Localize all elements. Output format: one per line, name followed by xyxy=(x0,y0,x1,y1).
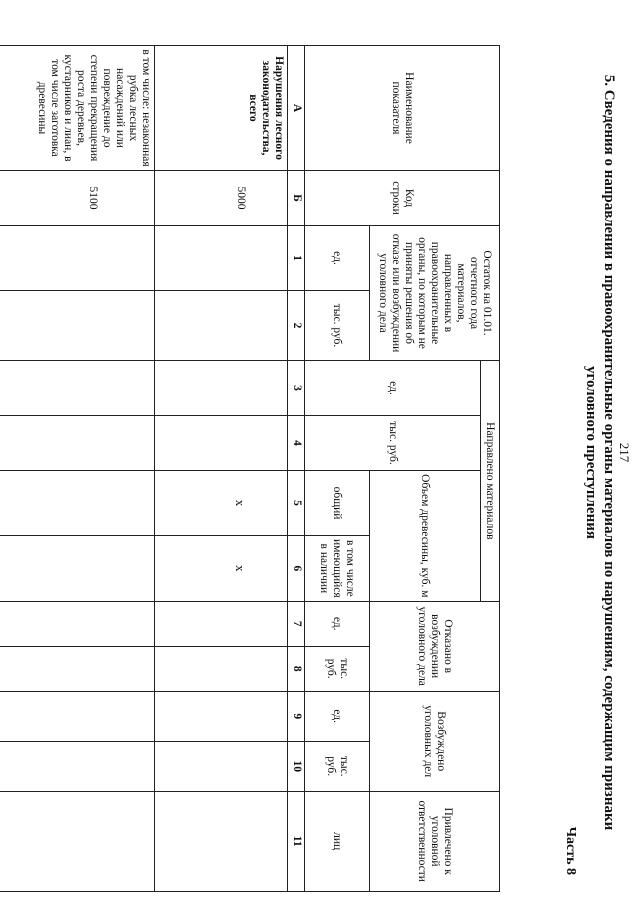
column-number: 4 xyxy=(288,416,305,471)
column-number: 1 xyxy=(288,226,305,291)
table-cell xyxy=(0,471,155,536)
part-label: Часть 8 xyxy=(563,826,578,875)
header-refused-thousand-rub: тыс. руб. xyxy=(305,646,370,691)
header-liable: Привлечено к уголовной ответственности xyxy=(370,791,500,891)
column-number: 11 xyxy=(288,791,305,891)
table-cell xyxy=(0,291,155,361)
row-code: 5100 xyxy=(0,171,155,226)
header-remainder: Остаток на 01.01. отчетного года материалов, направленных в правоохранительные органы, по которым не приняты решения об отказе или возбуждении уголовного дела xyxy=(370,226,500,361)
header-refused: Отказано в возбуждении уголовного дела xyxy=(370,601,500,691)
column-number: 6 xyxy=(288,536,305,602)
header-remainder-thousand-rub: тыс. руб. xyxy=(305,291,370,361)
row-name: в том числе: незаконная рубка лесных насаждений или повреждение до степени прекращения роста деревьев, кустарников и лиан, в том числе заготовка древесины xyxy=(0,46,155,171)
row-name: Нарушения лесного законодательства, всего xyxy=(155,46,288,171)
column-number: Б xyxy=(288,171,305,226)
table-cell: х xyxy=(155,471,288,536)
header-code: Код строки xyxy=(305,171,500,226)
column-number: 5 xyxy=(288,471,305,536)
header-remainder-unit: ед. xyxy=(305,226,370,291)
table-cell: х xyxy=(155,536,288,602)
table-cell xyxy=(155,226,288,291)
column-number: 10 xyxy=(288,741,305,791)
header-volume: Объем древесины, куб. м xyxy=(370,471,481,602)
table-cell xyxy=(0,646,155,691)
table-cell xyxy=(0,691,155,741)
header-sent-unit: ед. xyxy=(305,361,481,416)
column-number: 7 xyxy=(288,601,305,646)
table-cell xyxy=(155,646,288,691)
column-number: 2 xyxy=(288,291,305,361)
header-sent-thousand-rub: тыс. руб. xyxy=(305,416,481,471)
row-code: 5000 xyxy=(155,171,288,226)
table-row xyxy=(155,46,288,892)
header-volume-total: общий xyxy=(305,471,370,536)
table-cell xyxy=(0,791,155,891)
report-table xyxy=(0,45,500,892)
table-cell xyxy=(0,226,155,291)
header-name: Наименование показателя xyxy=(305,46,500,171)
header-persons: лиц xyxy=(305,791,370,891)
column-number-row xyxy=(288,46,305,892)
column-number: 3 xyxy=(288,361,305,416)
table-cell xyxy=(155,741,288,791)
column-number: А xyxy=(288,46,305,171)
header-initiated-thousand-rub: тыс. руб. xyxy=(305,741,370,791)
table-row xyxy=(0,46,155,892)
section-title: 5. Сведения о направлении в правоохранительные органы материалов по нарушениям, содержащим признаки уголовного преступления xyxy=(583,74,617,831)
table-cell xyxy=(0,361,155,416)
table-cell xyxy=(0,536,155,602)
header-volume-available: в том числе имеющийся в наличии xyxy=(305,536,370,602)
table-cell xyxy=(155,291,288,361)
column-number: 9 xyxy=(288,691,305,741)
table-cell xyxy=(0,601,155,646)
table-cell xyxy=(155,361,288,416)
table-cell xyxy=(155,601,288,646)
header-sent: Направлено материалов xyxy=(481,361,500,602)
header-initiated-unit: ед. xyxy=(305,691,370,741)
column-number: 8 xyxy=(288,646,305,691)
table-cell xyxy=(0,416,155,471)
header-refused-unit: ед. xyxy=(305,601,370,646)
page-number: 217 xyxy=(617,442,632,463)
header-row-1 xyxy=(481,46,500,892)
table-cell xyxy=(155,791,288,891)
header-initiated: Возбуждено уголовных дел xyxy=(370,691,500,791)
table-cell xyxy=(155,416,288,471)
table-cell xyxy=(0,741,155,791)
table-cell xyxy=(155,691,288,741)
